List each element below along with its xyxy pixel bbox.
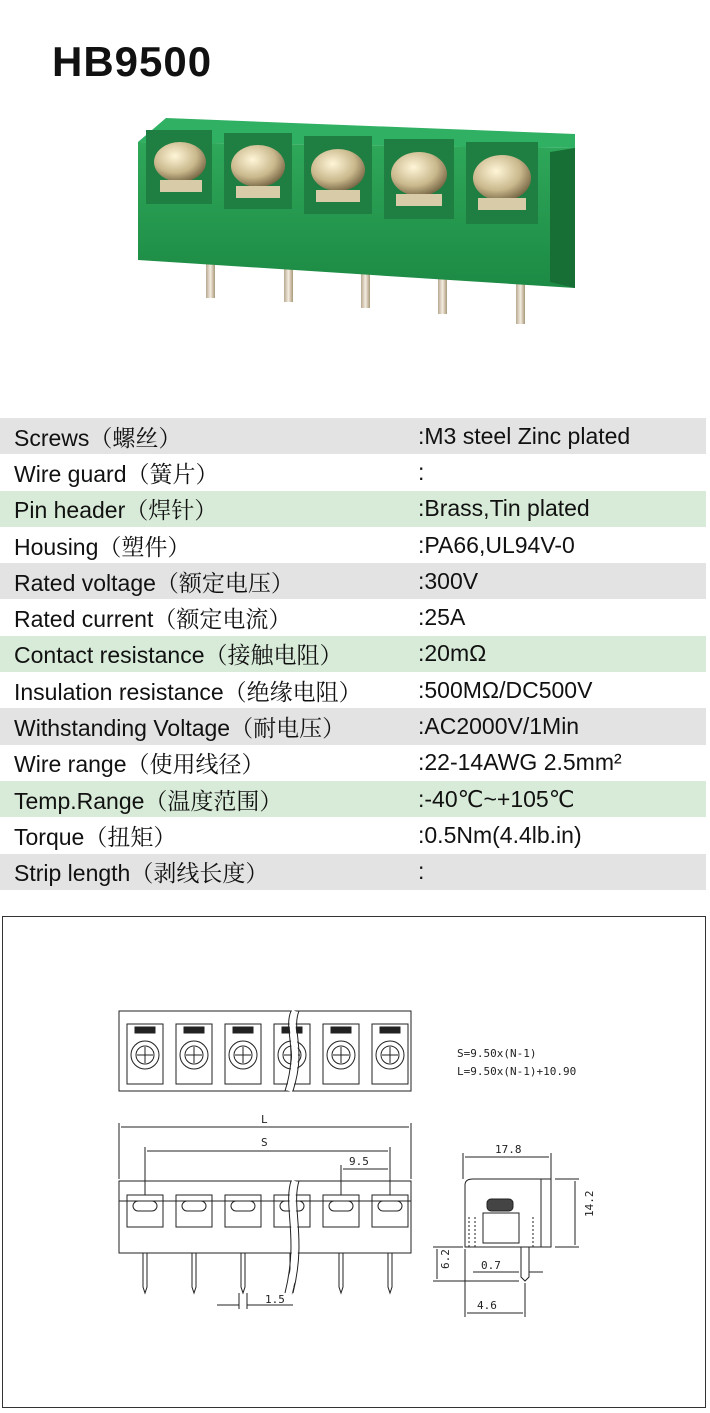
spec-label: Contact resistance（接触电阻） xyxy=(14,642,343,669)
formula-s: S=9.50x(N-1) xyxy=(457,1047,537,1060)
spec-value: :20mΩ xyxy=(418,640,487,667)
spec-value: : xyxy=(418,458,425,485)
spec-row-rated-voltage xyxy=(0,563,706,599)
dim-l-label: L xyxy=(261,1113,268,1126)
spec-value: :PA66,UL94V-0 xyxy=(418,531,575,558)
spec-value: :22-14AWG 2.5mm² xyxy=(418,749,622,776)
spec-label: Wire guard（簧片） xyxy=(14,460,219,487)
spec-row-insulation-resistance xyxy=(0,672,706,708)
spec-label: Wire range（使用线径） xyxy=(14,751,265,778)
spec-label: Insulation resistance（绝缘电阻） xyxy=(14,678,362,705)
spec-row-wire-guard xyxy=(0,454,706,490)
spec-row-temp-range xyxy=(0,781,706,817)
dim-width-label: 17.8 xyxy=(495,1143,522,1156)
spec-value: :300V xyxy=(418,567,479,594)
spec-value: :-40℃~+105℃ xyxy=(418,785,575,812)
spec-value: :Brass,Tin plated xyxy=(418,495,590,522)
front-view xyxy=(119,1123,411,1309)
spec-value: : xyxy=(418,858,425,885)
product-photo xyxy=(120,100,590,350)
spec-row-screws xyxy=(0,418,706,454)
spec-label: Rated voltage（额定电压） xyxy=(14,569,294,596)
spec-value: :AC2000V/1Min xyxy=(418,713,580,740)
spec-value: :M3 steel Zinc plated xyxy=(418,422,631,449)
product-title: HB9500 xyxy=(52,38,213,85)
formula-l: L=9.50x(N-1)+10.90 xyxy=(457,1065,577,1078)
dim-pin-width-label: 1.5 xyxy=(265,1293,285,1306)
spec-row-wire-range xyxy=(0,745,706,781)
dim-s-label: S xyxy=(261,1136,268,1149)
dim-pin-length-label: 6.2 xyxy=(439,1249,452,1269)
spec-row-strip-length xyxy=(0,854,706,890)
spec-label: Screws（螺丝） xyxy=(14,424,182,451)
spec-label: Strip length（剥线长度） xyxy=(14,860,269,887)
spec-value: :500MΩ/DC500V xyxy=(418,676,593,703)
dim-height-label: 14.2 xyxy=(583,1190,596,1217)
spec-label: Withstanding Voltage（耐电压） xyxy=(14,715,346,742)
dim-offset-label: 4.6 xyxy=(477,1299,497,1312)
spec-label: Pin header（焊针） xyxy=(14,497,218,524)
spec-row-rated-current xyxy=(0,599,706,635)
spec-row-housing xyxy=(0,527,706,563)
spec-row-pin-header xyxy=(0,491,706,527)
spec-label: Housing（塑件） xyxy=(14,533,191,560)
technical-drawing xyxy=(2,916,706,1408)
side-view xyxy=(433,1153,579,1317)
spec-row-contact-resistance xyxy=(0,636,706,672)
spec-value: :0.5Nm(4.4lb.in) xyxy=(418,821,582,848)
dim-pin-thickness-label: 0.7 xyxy=(481,1259,501,1272)
top-view xyxy=(119,1011,411,1091)
spec-table xyxy=(0,418,706,890)
spec-row-torque xyxy=(0,817,706,853)
drawing-canvas xyxy=(3,917,707,1409)
spec-label: Temp.Range（温度范围） xyxy=(14,787,283,814)
spec-label: Rated current（额定电流） xyxy=(14,606,292,633)
spec-label: Torque（扭矩） xyxy=(14,823,177,850)
spec-value: :25A xyxy=(418,604,466,631)
dim-pitch-label: 9.5 xyxy=(349,1155,369,1168)
spec-row-withstanding-voltage xyxy=(0,708,706,744)
